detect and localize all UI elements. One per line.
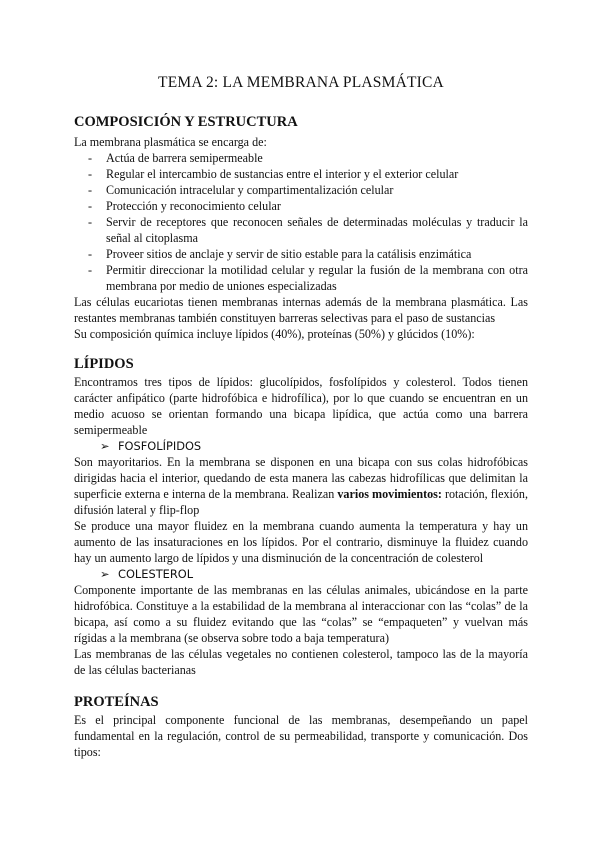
list-item: - Permitir direccionar la motilidad celular y regular la fusión de la membrana con otra membrana por medio de uniones especializadas (88, 263, 528, 293)
document-title: TEMA 2: LA MEMBRANA PLASMÁTICA (158, 74, 444, 91)
heading-proteinas: PROTEÍNAS (74, 694, 159, 710)
arrow-bullet-icon: ➢ (100, 567, 110, 581)
bullet-dash: - (88, 263, 93, 277)
list-item: - Regular el intercambio de sustancias entre el interior y el exterior celular (88, 167, 459, 181)
subheading-colesterol: ➢ COLESTEROL (100, 567, 194, 581)
composicion-para-1: Las células eucariotas tienen membranas internas además de la membrana plasmática. Las restantes membranas también constituyen barreras selectivas para el paso de sustancias (74, 295, 528, 325)
composicion-intro: La membrana plasmática se encarga de: (74, 135, 267, 149)
bold-text: varios movimientos: (337, 487, 442, 501)
colesterol-para-2: Las membranas de las células vegetales no contienen colesterol, tampoco las de la mayoría de las células bacterianas (74, 647, 528, 677)
colesterol-para-1: Componente importante de las membranas en las células animales, ubicándose en la parte hidrofóbica. Constituye a la estabilidad de la membrana al interaccionar con las “colas” de la bicapa, así como a su fluidez evitando que las “colas” se “empaqueten” y vuelvan más rígidas a la membrana (se observa sobre todo a baja temperatura) (74, 583, 528, 645)
lipidos-para-1: Encontramos tres tipos de lípidos: glucolípidos, fosfolípidos y colesterol. Todos tienen carácter anfipático (parte hidrofóbica e hidrofílica), por lo que cuando se encuentran en un medio acuoso se orientan formando una bicapa lipídica, que actúa como una barrera semipermeable (74, 375, 528, 437)
proteinas-para-1: Es el principal componente funcional de las membranas, desempeñando un papel fundamental en la regulación, control de su permeabilidad, transporte y comunicación. Dos tipos: (74, 713, 528, 759)
bullet-dash: - (88, 167, 93, 181)
list-item: - Protección y reconocimiento celular (88, 199, 281, 213)
fosfolipidos-para-2: Se produce una mayor fluidez en la membrana cuando aumenta la temperatura y hay un aumento de las insaturaciones en los lípidos. Por el contrario, disminuye la fluidez cuando hay un aumento largo de lípidos y una disminución de la concentración de colesterol (74, 519, 528, 565)
composicion-list (88, 150, 528, 294)
fosfolipidos-para-1: Son mayoritarios. En la membrana se disponen en una bicapa con sus colas hidrofóbicas dirigidas hacia el interior, quedando de esta manera las cabezas hidrofílicas que delimitan la superficie externa e interna de la membrana. Realizan varios movimientos: rotación, flexión, difusión lateral y flip-flop (74, 455, 528, 517)
list-item: - Proveer sitios de anclaje y servir de sitio estable para la catálisis enzimática (88, 247, 472, 261)
heading-composicion: COMPOSICIÓN Y ESTRUCTURA (74, 114, 298, 130)
list-item: - Servir de receptores que reconocen señales de determinadas moléculas y traducir la señal al citoplasma (88, 215, 528, 245)
heading-lipidos: LÍPIDOS (74, 356, 134, 372)
bullet-dash: - (88, 151, 93, 165)
bullet-dash: - (88, 247, 93, 261)
composicion-para-2: Su composición química incluye lípidos (40%), proteínas (50%) y glúcidos (10%): (74, 327, 475, 341)
arrow-bullet-icon: ➢ (100, 439, 110, 453)
subheading-fosfolipidos: ➢ FOSFOLÍPIDOS (100, 439, 202, 453)
bullet-dash: - (88, 215, 93, 229)
list-item: - Comunicación intracelular y compartimentalización celular (88, 183, 394, 197)
bullet-dash: - (88, 183, 93, 197)
bullet-dash: - (88, 199, 93, 213)
list-item: - Actúa de barrera semipermeable (88, 151, 263, 165)
